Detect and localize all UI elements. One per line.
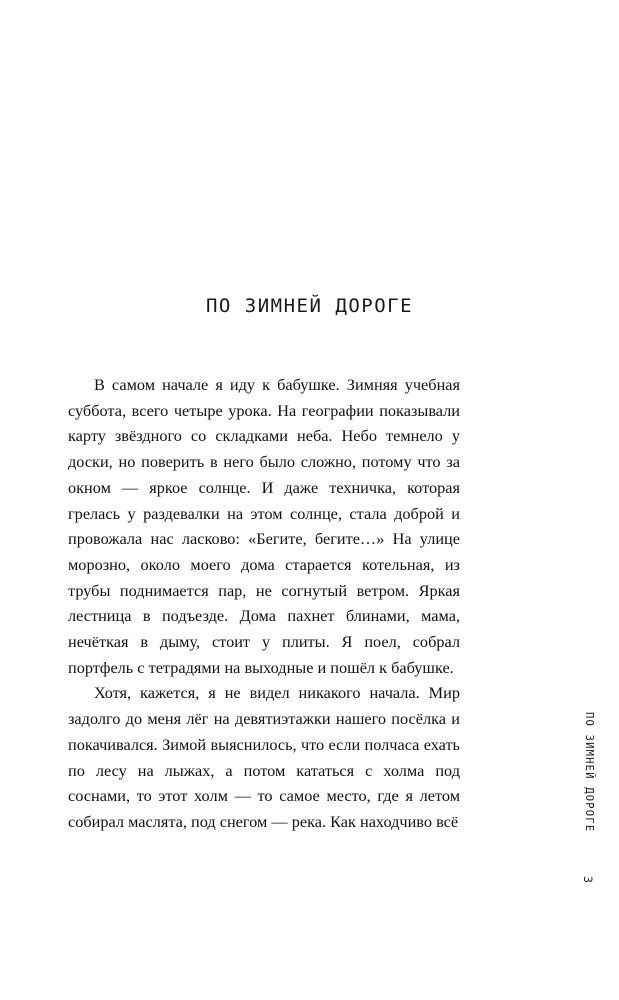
page-number: 3 — [581, 876, 595, 883]
chapter-title: ПО ЗИМНЕЙ ДОРОГЕ — [205, 294, 414, 317]
paragraph: Хотя, кажется, я не видел никакого начала. Мир задолго до меня лёг на девятиэтажки нашего посёлка и покачивался. Зимой выяснилось, что если полчаса ехать по лесу на лыжах, а потом кататься с холма под соснами, то этот холм — то самое место, где я летом собирал маслята, под снегом — река. Как находчиво всё — [68, 683, 460, 831]
body-text — [68, 372, 460, 835]
paragraph: В самом начале я иду к бабушке. Зимняя учебная суббота, всего четыре урока. На географии показывали карту звёздного со складками неба. Небо темнело у доски, но поверить в него было сложно, потому что за окном — яркое солнце. И даже техничка, которая грелась у раздевалки на этом солнце, стала доброй и провожала нас ласково: «Бегите, бегите…» На улице морозно, около моего дома старается котельная, из трубы поднимается пар, не согнутый ветром. Яркая лестница в подъезде. Дома пахнет блинами, мама, нечёткая в дыму, стоит у плиты. Я поел, собрал портфель с тетрадями на выходные и пошёл к бабушке. — [68, 375, 460, 677]
running-head: ПО ЗИМНЕЙ ДОРОГЕ — [583, 712, 595, 833]
